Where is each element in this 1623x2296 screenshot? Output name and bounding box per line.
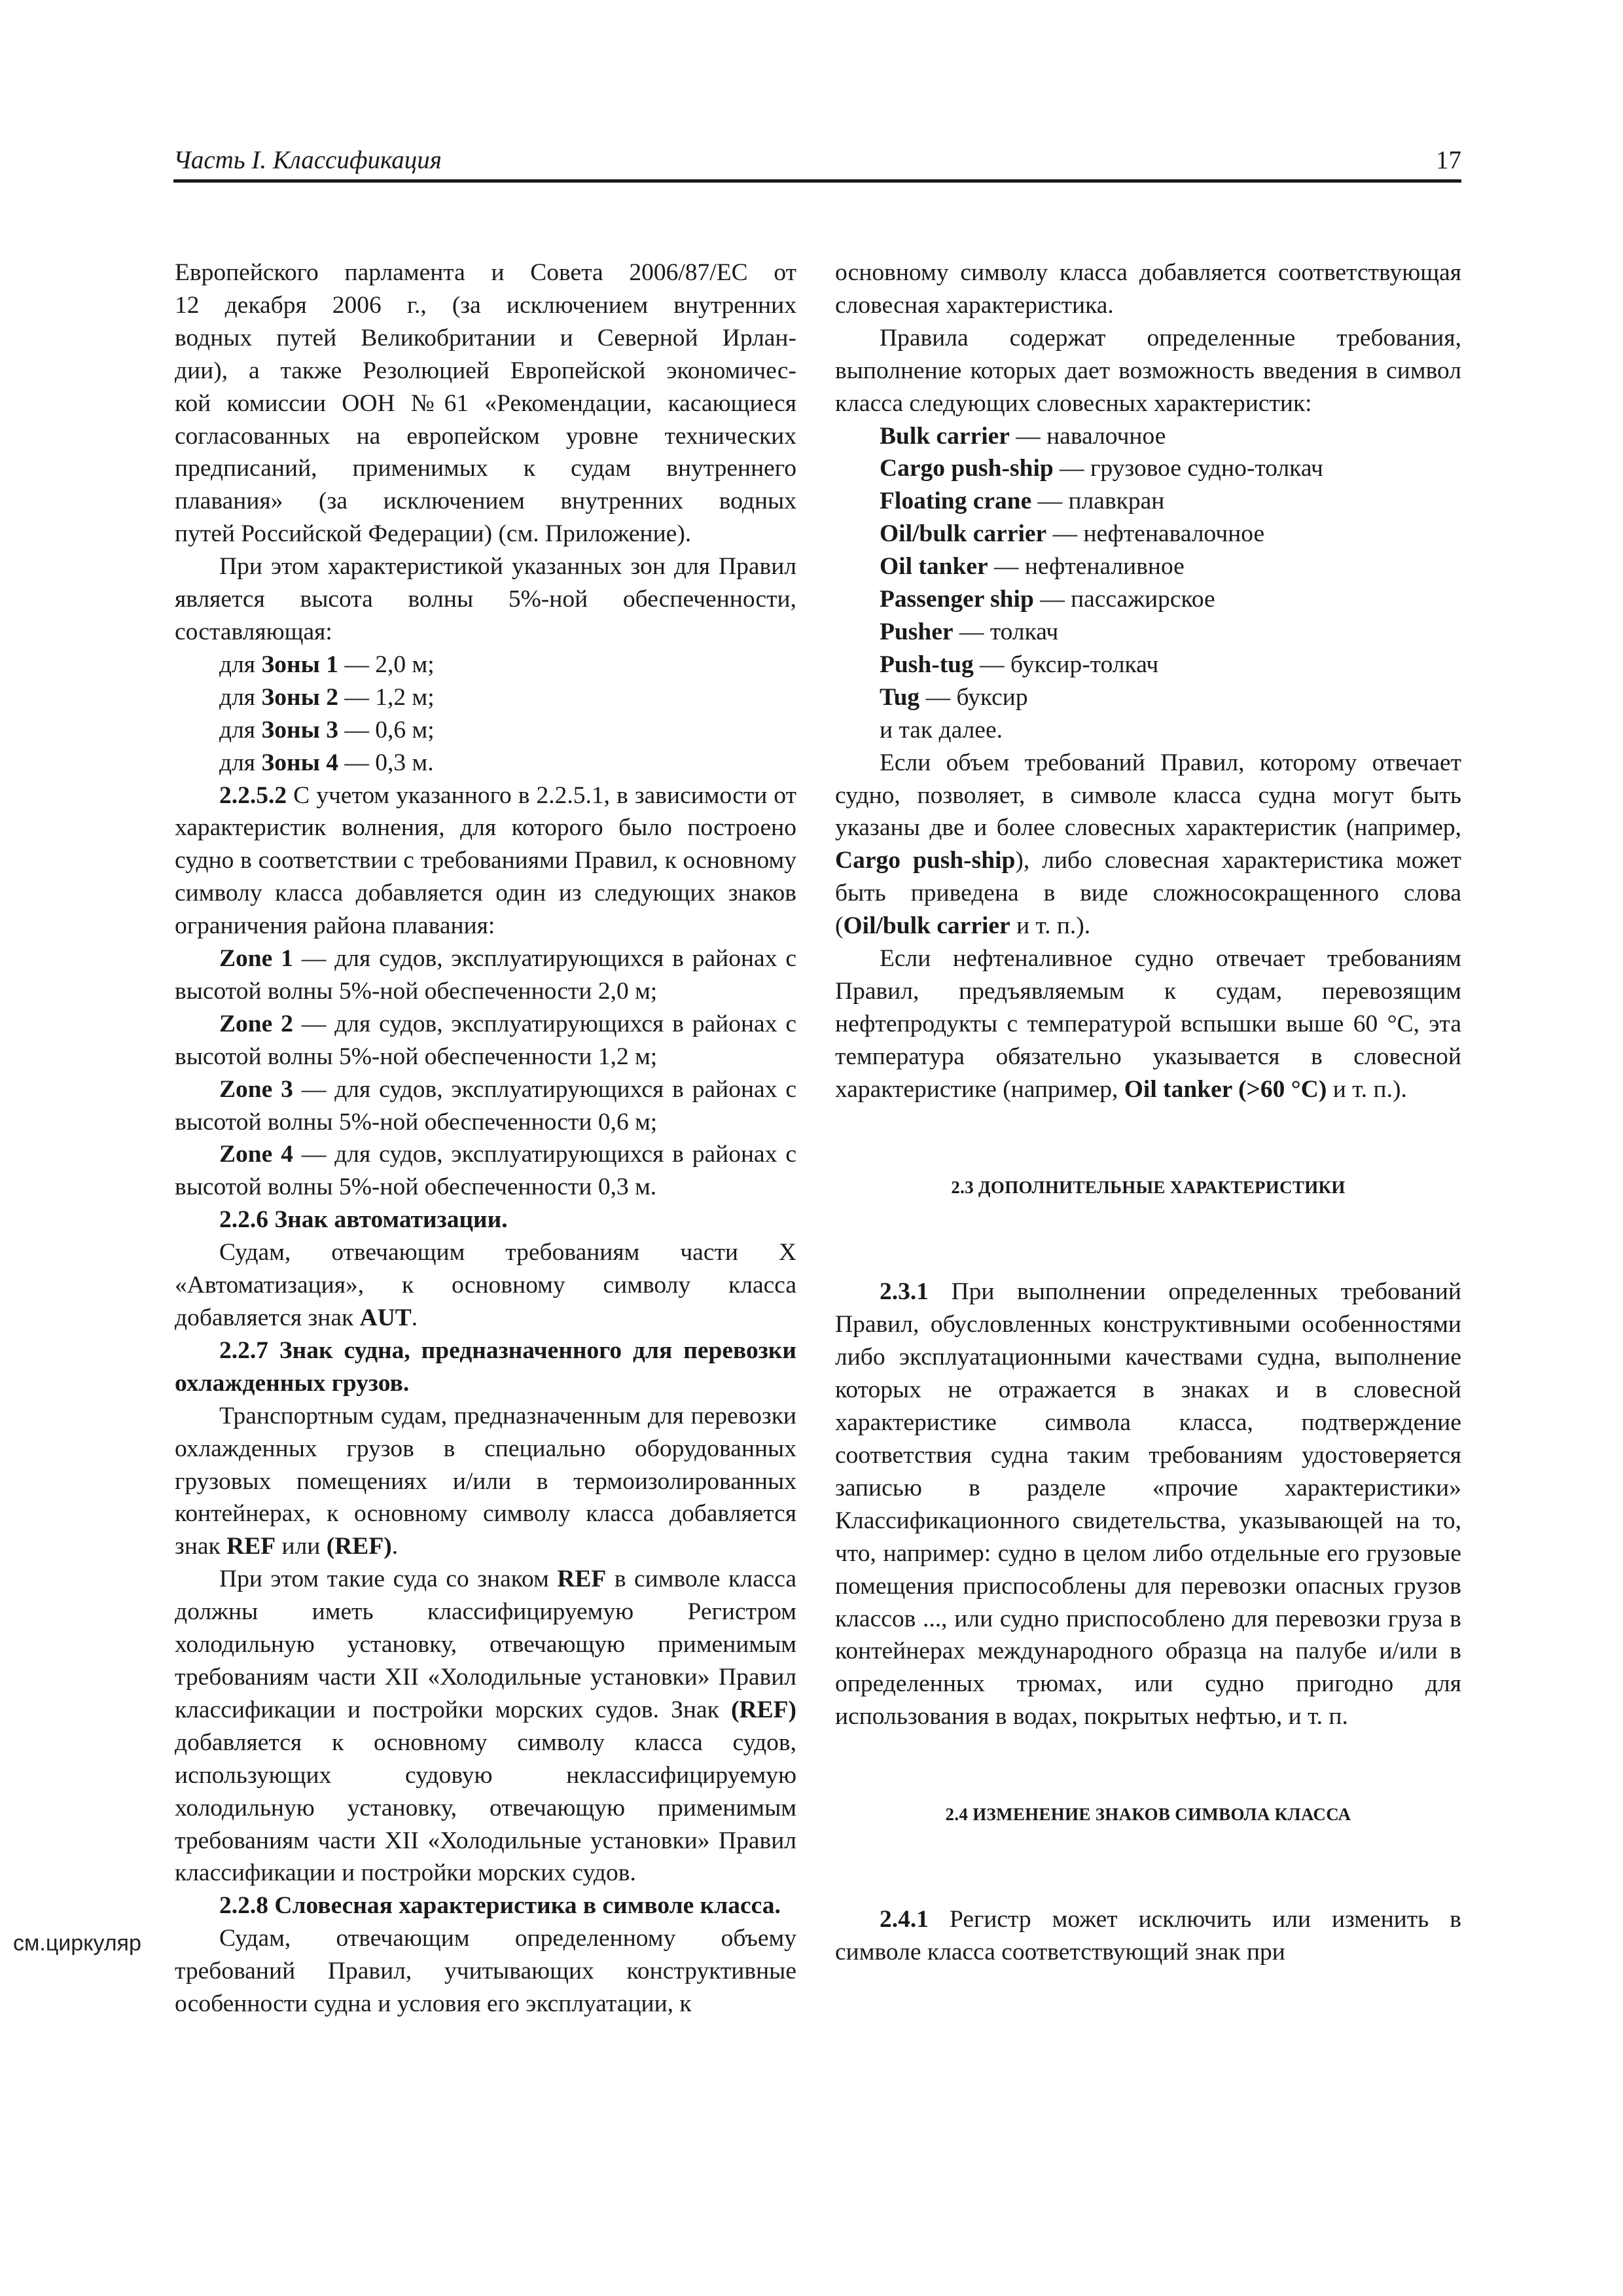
paragraph-2-2-6: Судам, отвечающим требованиям части X «Автоматизация», к основному символу класса добавляется знак AUT. [175,1239,796,1331]
text-line: согласованных на европейском уровне технических [175,422,796,450]
paragraph-oil-tanker: Если нефтеналивное судно отвечает требованиям Правил, предъявляемым к судам, перевозящим нефтепродукты с температурой вспышки выше 60 °С, эта температура обязательно указывается в словесной характеристике (например, Oil tanker (>60 °С) и т. п.). [835,945,1461,1103]
right-column [835,257,1461,1969]
term-item: Floating crane — плавкран [880,488,1165,515]
heading-2-2-8: 2.2.8 Словесная характеристика в символе класса. [219,1892,781,1920]
zone-sign-item: Zone 2 — для судов, эксплуатирующихся в районах с высотой волны 5%-ной обеспеченности 1,2 м; [175,1010,796,1070]
page-number: 17 [1436,146,1461,174]
zone-line: для Зоны 2 — 1,2 м; [219,683,435,711]
clause-number: 2.4.1 [880,1906,929,1933]
zone-sign-item: Zone 4 — для судов, эксплуатирующихся в районах с высотой волны 5%-ной обеспеченности 0,3 м. [175,1141,796,1201]
paragraph-2-2-8: Судам, отвечающим определенному объему требований Правил, учитывающих конструктивные особенности судна и условия его эксплуатации, к [175,1925,796,2018]
term-etc: и так далее. [880,716,1003,744]
paragraph-continuation: основному символу класса добавляется соответствующая словесная характеристика. [835,259,1461,319]
text-line: путей Российской Федерации) (см. Приложение). [175,520,692,548]
term-item: Bulk carrier — навалочное [880,422,1166,450]
term-item: Pusher — толкач [880,618,1059,645]
margin-note: см.циркуляр [13,1931,141,1956]
term-item: Push-tug — буксир-толкач [880,651,1159,678]
zone-line: для Зоны 1 — 2,0 м; [219,651,435,678]
paragraph-rules-intro: Правила содержат определенные требования, выполнение которых дает возможность введения в символ класса следующих словесных характеристик: [835,324,1461,417]
clause-number: 2.3.1 [880,1278,929,1306]
paragraph-2-2-5-2: 2.2.5.2 С учетом указанного в 2.2.5.1, в зависимости от характеристик волнения, для которого было построено судно в соответствии с требованиями Правил, к основному символу класса добавляется один из следующих знаков ограничения района плавания: [175,781,796,940]
zone-sign-item: Zone 3 — для судов, эксплуатирующихся в районах с высотой волны 5%-ной обеспеченности 0,6 м; [175,1075,796,1136]
term-item: Oil tanker — нефтеналивное [880,553,1185,581]
header-rule [173,179,1461,183]
paragraph-2-4-1: 2.4.1 Регистр может исключить или изменить в символе класса соответствующий знак при [835,1906,1461,1965]
term-item: Cargo push-ship — грузовое судно-толкач [880,455,1323,482]
text-line: дии), а также Резолюцией Европейской экономичес- [175,357,796,384]
text-line: кой комиссии ООН №61 «Рекомендации, касающиеся [175,389,796,417]
text-line: 12 декабря 2006 г., (за исключением внутренних [175,291,796,319]
paragraph-2-2-7-b: При этом такие суда со знаком REF в символе класса должны иметь классифицируемую Регистром холодильную установку, отвечающую применимым требованиям части XII «Холодильные установки» Правил классификации и постройки морских судов. Знак (REF) добавляется к основному символу класса судов, использующих судовую неклассифицируемую холодильную установку, отвечающую применимым требованиям части XII «Холодильные установки» Правил классификации и постройки морских судов. [175,1566,796,1887]
left-column [175,257,796,2020]
text-line: Европейского парламента и Совета 2006/87/ЕС от [175,259,796,286]
text-line: водных путей Великобритании и Северной Ирлан- [175,324,796,351]
term-item: Oil/bulk carrier — нефтенавалочное [880,520,1265,548]
clause-number: 2.2.5.2 [219,781,287,809]
term-item: Passenger ship — пассажирское [880,586,1215,613]
page-header [173,145,1461,179]
paragraph-multiple-characteristics: Если объем требований Правил, которому отвечает судно, позволяет, в символе класса судна могут быть указаны две и более словесных характеристик (например, Cargo push-ship), либо словесная характеристика может быть приведена в виде сложносокращенного слова (Oil/bulk carrier и т. п.). [835,749,1461,940]
paragraph-2-2-7-a: Транспортным судам, предназначенным для перевозки охлажденных грузов в специально оборудованных грузовых помещениях и/или в термоизолированных контейнерах, к основному символу класса добавляется знак REF или (REF). [175,1402,796,1560]
running-title: Часть I. Классификация [173,146,442,174]
text-line: плавания» (за исключением внутренних водных [175,488,796,515]
paragraph-2-3-1: 2.3.1 При выполнении определенных требований Правил, обусловленных конструктивными особенностями либо эксплуатационными качествами судна, выполнение которых не отражается в знаках и в словесной характеристике символа класса, подтверждение соответствия судна таким требованиям удостоверяется записью в разделе «прочие характеристики» Классификационного свидетельства, указывающей на то, что, например: судно в целом либо отдельные его грузовые помещения приспособлены для перевозки опасных грузов классов ..., или судно приспособлено для перевозки груза в контейнерах международного образца на палубе и/или в определенных трюмах, или судно пригодно для использования в водах, покрытых нефтью, и т. п. [835,1278,1461,1731]
zone-sign-item: Zone 1 — для судов, эксплуатирующихся в районах с высотой волны 5%-ной обеспеченности 2,0 м; [175,945,796,1005]
heading-2-2-6: 2.2.6 Знак автоматизации. [219,1206,508,1234]
text-line: предписаний, применимых к судам внутреннего [175,455,796,482]
section-heading-2-4: 2.4 ИЗМЕНЕНИЕ ЗНАКОВ СИМВОЛА КЛАССА [945,1804,1351,1825]
zone-line: для Зоны 3 — 0,6 м; [219,716,435,744]
section-heading-2-3: 2.3 ДОПОЛНИТЕЛЬНЫЕ ХАРАКТЕРИСТИКИ [951,1177,1346,1197]
term-item: Tug — буксир [880,683,1028,711]
zone-line: для Зоны 4 — 0,3 м. [219,749,434,776]
heading-2-2-7: 2.2.7 Знак судна, предназначенного для перевозки охлажденных грузов. [175,1336,796,1397]
paragraph-wave-intro: При этом характеристикой указанных зон для Правил является высота волны 5%-ной обеспеченности, составляющая: [175,553,796,645]
